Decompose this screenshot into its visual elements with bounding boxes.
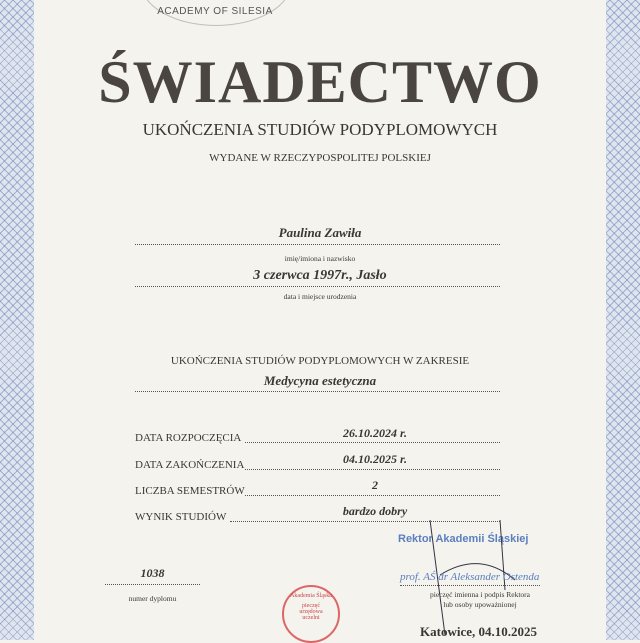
result-value: bardzo dobry <box>342 504 408 518</box>
field-of-study: Medycyna estetyczna <box>263 373 377 388</box>
dotted-line <box>105 584 200 585</box>
start-date-label: DATA ROZPOCZĘCIA <box>135 432 242 444</box>
rector-label-2: lub osoby upoważnionej <box>443 600 517 609</box>
rector-title: Rektor Akademii Śląskiej <box>398 533 529 545</box>
place-date: Katowice, 04.10.2025 <box>420 624 537 639</box>
semesters-label: LICZBA SEMESTRÓW <box>135 485 245 497</box>
official-stamp <box>282 585 340 643</box>
start-date-value: 26.10.2024 r. <box>342 426 407 440</box>
dotted-line <box>245 469 500 470</box>
holder-name: Paulina Zawiła <box>278 225 362 240</box>
semesters-value: 2 <box>372 478 378 492</box>
dotted-line <box>135 244 500 245</box>
dotted-line <box>245 442 500 443</box>
end-date-label: DATA ZAKOŃCZENIA <box>135 459 245 471</box>
stamp-text: Akademia Śląska <box>290 593 332 599</box>
dotted-line <box>135 286 500 287</box>
issued-in: WYDANE W RZECZYPOSPOLITEJ POLSKIEJ <box>209 152 431 164</box>
dotted-line <box>400 585 540 586</box>
diploma-number: 1038 <box>140 566 165 580</box>
stamp-text: pieczęć urzędowa uczelni <box>299 603 323 621</box>
dotted-line <box>135 391 500 392</box>
rector-name: prof. AŚ dr Aleksander Ostenda <box>400 571 540 583</box>
rector-label-1: pieczęć imienna i podpis Rektora <box>430 590 530 599</box>
result-label: WYNIK STUDIÓW <box>135 511 227 523</box>
field-heading: UKOŃCZENIA STUDIÓW PODYPLOMOWYCH W ZAKRESIE <box>170 355 470 367</box>
diploma-number-label: numer dyplomu <box>128 594 177 603</box>
end-date-value: 04.10.2025 r. <box>342 452 407 466</box>
top-seal-text: ACADEMY OF SILESIA <box>157 6 273 17</box>
dotted-line <box>245 495 500 496</box>
certificate-subtitle: UKOŃCZENIA STUDIÓW PODYPLOMOWYCH <box>142 120 498 139</box>
holder-name-label: imię/imiona i nazwisko <box>284 254 356 263</box>
certificate-title: ŚWIADECTWO <box>98 49 542 115</box>
birth-info-label: data i miejsce urodzenia <box>283 292 357 301</box>
birth-info: 3 czerwca 1997r., Jasło <box>253 268 387 283</box>
